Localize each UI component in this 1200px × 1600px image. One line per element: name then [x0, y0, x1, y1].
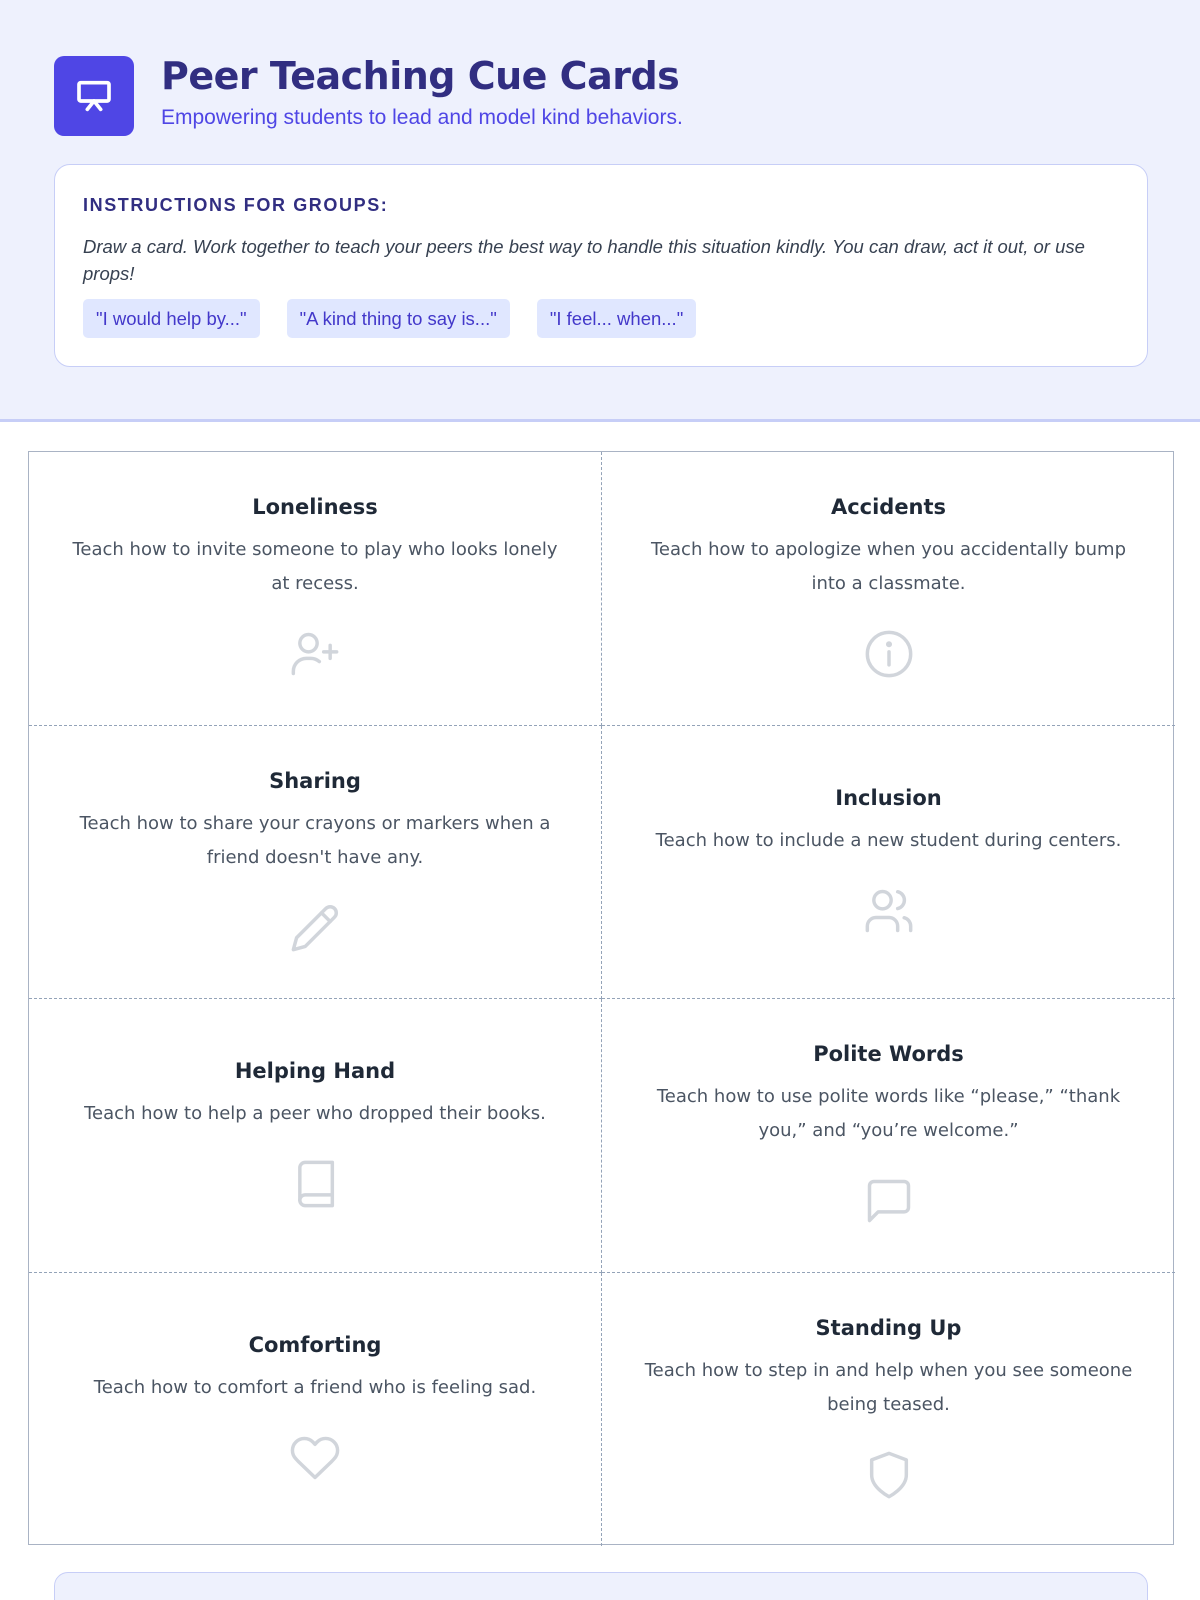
speech-bubble-icon	[862, 1174, 916, 1228]
cue-card-standing-up	[602, 1273, 1175, 1547]
cue-card-comforting	[29, 1273, 602, 1547]
cue-card-sharing	[29, 726, 602, 1000]
instructions-heading: INSTRUCTIONS FOR GROUPS:	[83, 195, 389, 215]
footer-panel	[54, 1572, 1148, 1600]
shield-icon	[862, 1448, 916, 1502]
cue-card-grid	[28, 451, 1174, 1545]
user-plus-icon	[288, 627, 342, 681]
cue-card-loneliness	[29, 452, 602, 726]
card-description: Teach how to invite someone to play who looks lonely at recess.	[72, 539, 558, 595]
heart-icon	[288, 1431, 342, 1485]
card-title: Loneliness	[252, 495, 378, 520]
page-title: Peer Teaching Cue Cards	[161, 54, 680, 98]
card-title: Polite Words	[813, 1042, 964, 1067]
instructions-text: Draw a card. Work together to teach your peers the best way to handle this situation kindly. You can draw, act it out, or use props!	[83, 236, 1085, 284]
sentence-starter-chip: "I would help by..."	[83, 299, 260, 338]
card-description: Teach how to help a peer who dropped their books.	[84, 1103, 546, 1125]
card-title: Inclusion	[835, 785, 942, 810]
page-subtitle: Empowering students to lead and model kind behaviors.	[161, 106, 683, 129]
card-title: Helping Hand	[234, 1059, 396, 1084]
cue-card-polite-words	[602, 999, 1175, 1273]
page-header	[0, 0, 1200, 422]
card-description: Teach how to comfort a friend who is feeling sad.	[93, 1377, 537, 1399]
pencil-icon	[288, 901, 342, 955]
sentence-starter-chips	[83, 299, 696, 338]
cue-card-helping-hand	[29, 999, 602, 1273]
card-title: Accidents	[830, 495, 947, 520]
card-description: Teach how to apologize when you accidentally bump into a classmate.	[651, 539, 1126, 595]
card-title: Sharing	[269, 768, 361, 793]
card-description: Teach how to share your crayons or markers when a friend doesn't have any.	[79, 812, 551, 868]
instructions-panel	[54, 164, 1148, 367]
card-description: Teach how to step in and help when you see someone being teased.	[644, 1360, 1133, 1416]
cue-card-inclusion	[602, 726, 1175, 1000]
sentence-starter-chip: "I feel... when..."	[537, 299, 696, 338]
presentation-board-icon	[54, 56, 134, 136]
sentence-starter-chip: "A kind thing to say is..."	[287, 299, 510, 338]
card-title: Standing Up	[815, 1316, 962, 1341]
info-circle-icon	[862, 627, 916, 681]
card-description: Teach how to include a new student during centers.	[655, 829, 1122, 851]
book-icon	[288, 1157, 342, 1211]
card-description: Teach how to use polite words like “please,” “thank you,” and “you’re welcome.”	[656, 1086, 1121, 1142]
users-icon	[862, 884, 916, 938]
cue-card-accidents	[602, 452, 1175, 726]
card-title: Comforting	[248, 1333, 382, 1358]
